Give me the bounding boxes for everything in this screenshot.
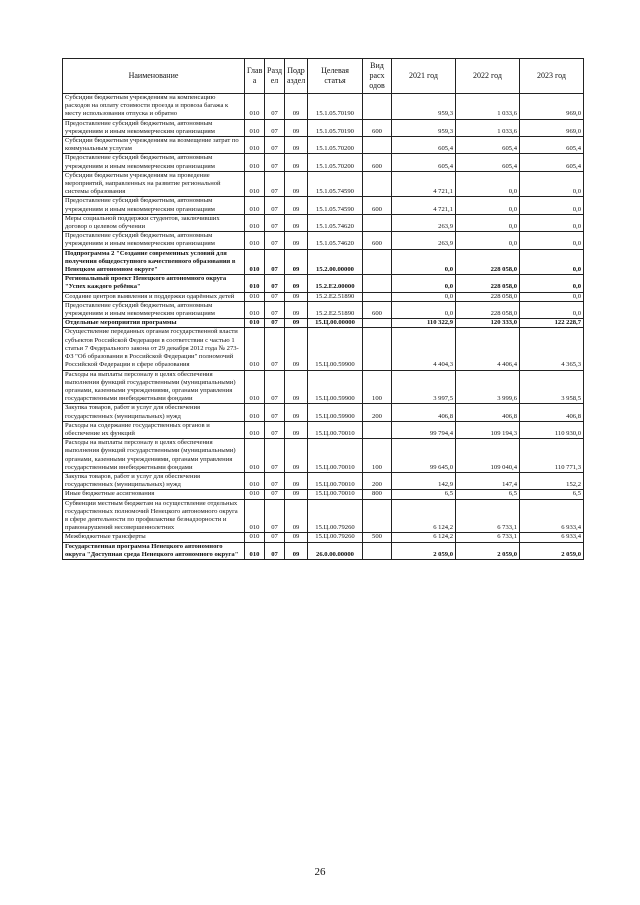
amount-2023-cell: 0,0 [520, 275, 584, 292]
section-cell: 07 [265, 472, 285, 489]
expense-type-cell [363, 542, 392, 559]
subsection-cell: 09 [285, 439, 308, 473]
table-row [63, 275, 584, 292]
amount-2021-cell: 3 997,5 [392, 370, 456, 404]
column-header-expense-type: Вид расх одов [363, 59, 392, 94]
subsection-cell: 09 [285, 275, 308, 292]
row-name-cell: Создание центров выявления и поддержки одарённых детей [63, 292, 245, 301]
amount-2021-cell: 605,4 [392, 154, 456, 171]
column-header-subsection: Подр аздел [285, 59, 308, 94]
target-article-cell: 15.1.05.70200 [308, 137, 363, 154]
amount-2021-cell: 0,0 [392, 292, 456, 301]
table-row [63, 197, 584, 214]
amount-2023-cell: 0,0 [520, 197, 584, 214]
chapter-cell: 010 [245, 214, 265, 231]
section-cell: 07 [265, 439, 285, 473]
expense-type-cell: 100 [363, 370, 392, 404]
section-cell: 07 [265, 119, 285, 136]
section-cell: 07 [265, 328, 285, 370]
amount-2023-cell: 110 930,0 [520, 421, 584, 438]
budget-table [62, 58, 584, 560]
chapter-cell: 010 [245, 137, 265, 154]
amount-2023-cell: 0,0 [520, 292, 584, 301]
amount-2022-cell: 406,8 [456, 404, 520, 421]
subsection-cell: 09 [285, 542, 308, 559]
expense-type-cell: 200 [363, 472, 392, 489]
amount-2023-cell: 110 771,3 [520, 439, 584, 473]
table-row [63, 301, 584, 318]
expense-type-cell [363, 249, 392, 275]
amount-2022-cell: 0,0 [456, 214, 520, 231]
section-cell: 07 [265, 292, 285, 301]
amount-2021-cell: 0,0 [392, 301, 456, 318]
row-name-cell: Меры социальной поддержки студентов, заключивших договор о целевом обучении [63, 214, 245, 231]
chapter-cell: 010 [245, 499, 265, 533]
table-row [63, 249, 584, 275]
target-article-cell: 15.2.E2.51890 [308, 292, 363, 301]
column-header-section: Разд ел [265, 59, 285, 94]
row-name-cell: Субсидии бюджетным учреждениям на проведение мероприятий, направленных на развитие региональной системы образования [63, 171, 245, 197]
subsection-cell: 09 [285, 328, 308, 370]
subsection-cell: 09 [285, 119, 308, 136]
row-name-cell: Государственная программа Ненецкого автономного округа "Доступная среда Ненецкого автономного округа" [63, 542, 245, 559]
amount-2021-cell: 959,3 [392, 94, 456, 120]
target-article-cell: 15.2.E2.00000 [308, 275, 363, 292]
amount-2021-cell: 99 645,0 [392, 439, 456, 473]
table-row [63, 319, 584, 328]
amount-2021-cell: 4 721,1 [392, 171, 456, 197]
amount-2022-cell: 1 033,6 [456, 119, 520, 136]
section-cell: 07 [265, 137, 285, 154]
amount-2022-cell: 2 059,0 [456, 542, 520, 559]
amount-2022-cell: 1 033,6 [456, 94, 520, 120]
expense-type-cell: 500 [363, 533, 392, 542]
amount-2021-cell: 4 721,1 [392, 197, 456, 214]
amount-2022-cell: 228 058,0 [456, 275, 520, 292]
table-row [63, 137, 584, 154]
target-article-cell: 15.Ц.00.59900 [308, 328, 363, 370]
section-cell: 07 [265, 319, 285, 328]
section-cell: 07 [265, 171, 285, 197]
column-header-year-2023: 2023 год [520, 59, 584, 94]
expense-type-cell [363, 171, 392, 197]
expense-type-cell: 600 [363, 119, 392, 136]
subsection-cell: 09 [285, 232, 308, 249]
expense-type-cell: 100 [363, 439, 392, 473]
row-name-cell: Осуществление переданных органам государственной власти субъектов Российской Федерации в соответствии с частью 1 статьи 7 Федерального закона от 29 декабря 2012 года № 273-ФЗ "Об образовании в Российской Федерации" полномочий Российской Федерации в сфере образования [63, 328, 245, 370]
amount-2022-cell: 109 040,4 [456, 439, 520, 473]
row-name-cell: Субвенции местным бюджетам на осуществление отдельных государственных полномочий Ненецкого автономного округа в сфере деятельности по профилактике безнадзорности и правонарушений несовершеннолетних [63, 499, 245, 533]
amount-2023-cell: 4 365,3 [520, 328, 584, 370]
subsection-cell: 09 [285, 472, 308, 489]
chapter-cell: 010 [245, 328, 265, 370]
expense-type-cell [363, 499, 392, 533]
subsection-cell: 09 [285, 301, 308, 318]
target-article-cell: 15.1.05.70190 [308, 119, 363, 136]
subsection-cell: 09 [285, 214, 308, 231]
subsection-cell: 09 [285, 370, 308, 404]
table-row [63, 439, 584, 473]
chapter-cell: 010 [245, 94, 265, 120]
target-article-cell: 15.Ц.00.79260 [308, 499, 363, 533]
section-cell: 07 [265, 197, 285, 214]
amount-2022-cell: 6 733,1 [456, 533, 520, 542]
amount-2023-cell: 0,0 [520, 171, 584, 197]
section-cell: 07 [265, 404, 285, 421]
chapter-cell: 010 [245, 301, 265, 318]
table-row [63, 292, 584, 301]
amount-2021-cell: 0,0 [392, 249, 456, 275]
table-row [63, 154, 584, 171]
table-row [63, 542, 584, 559]
row-name-cell: Субсидии бюджетным учреждениям на компенсацию расходов на оплату стоимости проезда и провоза багажа к месту использования отпуска и обратно [63, 94, 245, 120]
amount-2022-cell: 6 733,1 [456, 499, 520, 533]
target-article-cell: 15.1.05.70190 [308, 94, 363, 120]
amount-2022-cell: 605,4 [456, 154, 520, 171]
chapter-cell: 010 [245, 439, 265, 473]
chapter-cell: 010 [245, 533, 265, 542]
row-name-cell: Отдельные мероприятия программы [63, 319, 245, 328]
row-name-cell: Иные бюджетные ассигнования [63, 490, 245, 499]
expense-type-cell [363, 292, 392, 301]
chapter-cell: 010 [245, 197, 265, 214]
target-article-cell: 15.Ц.00.79260 [308, 533, 363, 542]
amount-2023-cell: 2 059,0 [520, 542, 584, 559]
chapter-cell: 010 [245, 370, 265, 404]
chapter-cell: 010 [245, 275, 265, 292]
table-header-row [63, 59, 584, 94]
row-name-cell: Субсидии бюджетным учреждениям на возмещение затрат по коммунальным услугам [63, 137, 245, 154]
section-cell: 07 [265, 542, 285, 559]
target-article-cell: 15.Ц.00.70010 [308, 472, 363, 489]
subsection-cell: 09 [285, 319, 308, 328]
subsection-cell: 09 [285, 404, 308, 421]
table-row [63, 214, 584, 231]
expense-type-cell [363, 328, 392, 370]
amount-2023-cell: 969,0 [520, 119, 584, 136]
expense-type-cell: 800 [363, 490, 392, 499]
expense-type-cell [363, 421, 392, 438]
section-cell: 07 [265, 370, 285, 404]
row-name-cell: Расходы на выплаты персоналу в целях обеспечения выполнения функций государственными (муниципальными) органами, казенными учреждениями, органами управления государственными внебюджетными фондами [63, 439, 245, 473]
section-cell: 07 [265, 421, 285, 438]
row-name-cell: Подпрограмма 2 "Создание современных условий для получения общедоступного качественного образования в Ненецком автономном округе" [63, 249, 245, 275]
section-cell: 07 [265, 232, 285, 249]
column-header-name: Наименование [63, 59, 245, 94]
amount-2022-cell: 228 058,0 [456, 292, 520, 301]
chapter-cell: 010 [245, 472, 265, 489]
section-cell: 07 [265, 94, 285, 120]
amount-2023-cell: 6 933,4 [520, 499, 584, 533]
table-row [63, 232, 584, 249]
amount-2023-cell: 6,5 [520, 490, 584, 499]
amount-2021-cell: 263,9 [392, 232, 456, 249]
target-article-cell: 15.Ц.00.70010 [308, 421, 363, 438]
chapter-cell: 010 [245, 404, 265, 421]
row-name-cell: Предоставление субсидий бюджетным, автономным учреждениям и иным некоммерческим организациям [63, 119, 245, 136]
amount-2021-cell: 2 059,0 [392, 542, 456, 559]
target-article-cell: 15.2.00.00000 [308, 249, 363, 275]
target-article-cell: 15.Ц.00.59900 [308, 370, 363, 404]
amount-2022-cell: 605,4 [456, 137, 520, 154]
section-cell: 07 [265, 214, 285, 231]
subsection-cell: 09 [285, 249, 308, 275]
table-row [63, 171, 584, 197]
section-cell: 07 [265, 275, 285, 292]
amount-2023-cell: 0,0 [520, 214, 584, 231]
amount-2022-cell: 0,0 [456, 171, 520, 197]
amount-2023-cell: 605,4 [520, 154, 584, 171]
target-article-cell: 26.0.00.00000 [308, 542, 363, 559]
amount-2021-cell: 406,8 [392, 404, 456, 421]
amount-2021-cell: 6 124,2 [392, 533, 456, 542]
target-article-cell: 15.1.05.74620 [308, 214, 363, 231]
amount-2021-cell: 99 794,4 [392, 421, 456, 438]
table-row [63, 490, 584, 499]
page-number: 26 [314, 866, 326, 878]
amount-2021-cell: 6,5 [392, 490, 456, 499]
subsection-cell: 09 [285, 197, 308, 214]
amount-2023-cell: 605,4 [520, 137, 584, 154]
chapter-cell: 010 [245, 119, 265, 136]
section-cell: 07 [265, 301, 285, 318]
target-article-cell: 15.1.05.74590 [308, 171, 363, 197]
amount-2022-cell: 3 999,6 [456, 370, 520, 404]
amount-2023-cell: 406,8 [520, 404, 584, 421]
amount-2022-cell: 0,0 [456, 197, 520, 214]
amount-2023-cell: 0,0 [520, 232, 584, 249]
amount-2021-cell: 110 322,9 [392, 319, 456, 328]
column-header-year-2022: 2022 год [456, 59, 520, 94]
expense-type-cell [363, 214, 392, 231]
chapter-cell: 010 [245, 171, 265, 197]
row-name-cell: Предоставление субсидий бюджетным, автономным учреждениям и иным некоммерческим организациям [63, 197, 245, 214]
row-name-cell: Расходы на содержание государственных органов и обеспечение их функций [63, 421, 245, 438]
subsection-cell: 09 [285, 490, 308, 499]
row-name-cell: Предоставление субсидий бюджетным, автономным учреждениям и иным некоммерческим организациям [63, 232, 245, 249]
table-row [63, 119, 584, 136]
expense-type-cell [363, 137, 392, 154]
expense-type-cell: 600 [363, 197, 392, 214]
amount-2023-cell: 152,2 [520, 472, 584, 489]
amount-2021-cell: 0,0 [392, 275, 456, 292]
amount-2021-cell: 4 404,3 [392, 328, 456, 370]
section-cell: 07 [265, 490, 285, 499]
section-cell: 07 [265, 154, 285, 171]
row-name-cell: Предоставление субсидий бюджетным, автономным учреждениям и иным некоммерческим организациям [63, 301, 245, 318]
table-row [63, 499, 584, 533]
subsection-cell: 09 [285, 292, 308, 301]
target-article-cell: 15.1.05.70200 [308, 154, 363, 171]
section-cell: 07 [265, 499, 285, 533]
target-article-cell: 15.Ц.00.59900 [308, 404, 363, 421]
table-row [63, 472, 584, 489]
amount-2022-cell: 228 058,0 [456, 249, 520, 275]
column-header-target-article: Целевая статья [308, 59, 363, 94]
table-row [63, 533, 584, 542]
table-row [63, 328, 584, 370]
amount-2023-cell: 3 958,5 [520, 370, 584, 404]
amount-2023-cell: 6 933,4 [520, 533, 584, 542]
amount-2022-cell: 0,0 [456, 232, 520, 249]
column-header-chapter: Глав а [245, 59, 265, 94]
subsection-cell: 09 [285, 94, 308, 120]
target-article-cell: 15.1.05.74590 [308, 197, 363, 214]
expense-type-cell: 200 [363, 404, 392, 421]
subsection-cell: 09 [285, 421, 308, 438]
chapter-cell: 010 [245, 490, 265, 499]
amount-2022-cell: 120 333,0 [456, 319, 520, 328]
table-row [63, 370, 584, 404]
amount-2021-cell: 6 124,2 [392, 499, 456, 533]
table-row [63, 94, 584, 120]
row-name-cell: Региональный проект Ненецкого автономного округа "Успех каждого ребёнка" [63, 275, 245, 292]
row-name-cell: Закупка товаров, работ и услуг для обеспечения государственных (муниципальных) нужд [63, 472, 245, 489]
chapter-cell: 010 [245, 154, 265, 171]
chapter-cell: 010 [245, 421, 265, 438]
expense-type-cell [363, 94, 392, 120]
amount-2022-cell: 109 194,3 [456, 421, 520, 438]
expense-type-cell: 600 [363, 232, 392, 249]
target-article-cell: 15.Ц.00.70010 [308, 439, 363, 473]
amount-2021-cell: 959,3 [392, 119, 456, 136]
amount-2022-cell: 147,4 [456, 472, 520, 489]
amount-2023-cell: 0,0 [520, 249, 584, 275]
row-name-cell: Закупка товаров, работ и услуг для обеспечения государственных (муниципальных) нужд [63, 404, 245, 421]
amount-2023-cell: 122 228,7 [520, 319, 584, 328]
section-cell: 07 [265, 249, 285, 275]
expense-type-cell: 600 [363, 154, 392, 171]
target-article-cell: 15.1.05.74620 [308, 232, 363, 249]
column-header-year-2021: 2021 год [392, 59, 456, 94]
subsection-cell: 09 [285, 499, 308, 533]
expense-type-cell [363, 319, 392, 328]
row-name-cell: Предоставление субсидий бюджетным, автономным учреждениям и иным некоммерческим организациям [63, 154, 245, 171]
subsection-cell: 09 [285, 154, 308, 171]
target-article-cell: 15.2.E2.51890 [308, 301, 363, 318]
target-article-cell: 15.Ц.00.70010 [308, 490, 363, 499]
chapter-cell: 010 [245, 249, 265, 275]
amount-2023-cell: 969,0 [520, 94, 584, 120]
chapter-cell: 010 [245, 319, 265, 328]
chapter-cell: 010 [245, 232, 265, 249]
expense-type-cell [363, 275, 392, 292]
subsection-cell: 09 [285, 533, 308, 542]
amount-2021-cell: 605,4 [392, 137, 456, 154]
amount-2023-cell: 0,0 [520, 301, 584, 318]
amount-2022-cell: 6,5 [456, 490, 520, 499]
amount-2021-cell: 142,9 [392, 472, 456, 489]
chapter-cell: 010 [245, 292, 265, 301]
amount-2022-cell: 4 406,4 [456, 328, 520, 370]
amount-2022-cell: 228 058,0 [456, 301, 520, 318]
chapter-cell: 010 [245, 542, 265, 559]
table-row [63, 404, 584, 421]
amount-2021-cell: 263,9 [392, 214, 456, 231]
table-row [63, 421, 584, 438]
expense-type-cell: 600 [363, 301, 392, 318]
subsection-cell: 09 [285, 137, 308, 154]
target-article-cell: 15.Ц.00.00000 [308, 319, 363, 328]
row-name-cell: Расходы на выплаты персоналу в целях обеспечения выполнения функций государственными (муниципальными) органами, казенными учреждениями, органами управления государственными внебюджетными фондами [63, 370, 245, 404]
subsection-cell: 09 [285, 171, 308, 197]
row-name-cell: Межбюджетные трансферты [63, 533, 245, 542]
section-cell: 07 [265, 533, 285, 542]
